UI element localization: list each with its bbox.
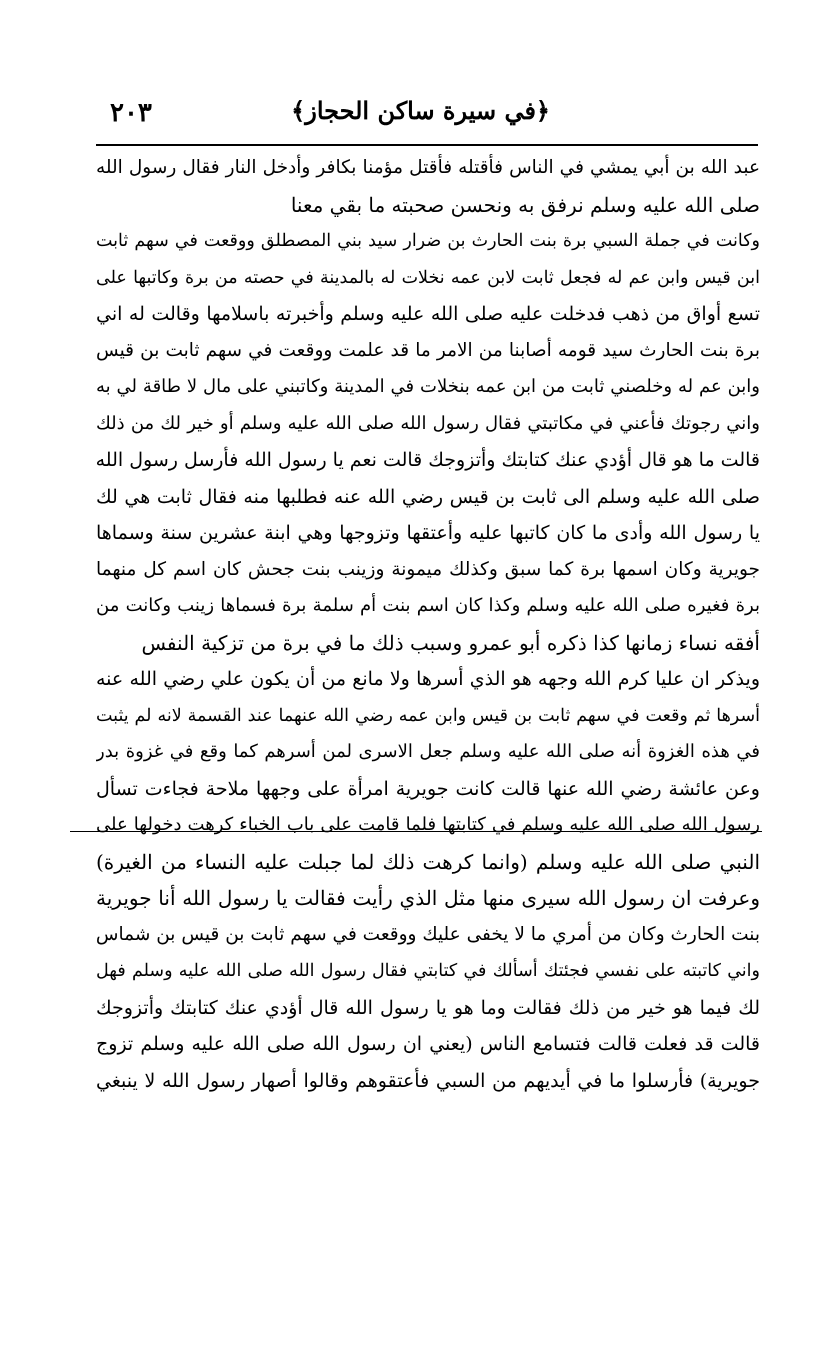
- text-line: صلى الله عليه وسلم نرفق به ونحسن صحبته ما بقي معنا: [290, 192, 760, 217]
- text-line: وابن عم له وخلصني ثابت من ابن عمه بنخلات في المدينة وكاتبني على مال لا طاقة لي به: [96, 376, 760, 397]
- text-line: قالت ما هو قال أؤدي عنك كتابتك وأتزوجك قالت نعم يا رسول الله فأرسل رسول الله: [96, 449, 760, 471]
- text-line: وعن عائشة رضي الله عنها قالت كانت جويرية امرأة على وجهها ملاحة فجاءت تسأل: [96, 777, 760, 800]
- page-body: [96, 150, 760, 1099]
- text-line: أفقه نساء زمانها كذا ذكره أبو عمرو وسبب ذلك ما في برة من تزكية النفس: [141, 630, 760, 655]
- text-line: صلى الله عليه وسلم الى ثابت بن قيس رضي الله عنه فطلبها منه فقال ثابت هي لك: [96, 485, 760, 508]
- scan-line-artifact: [70, 831, 762, 832]
- text-line: ويذكر ان عليا كرم الله وجهه هو الذي أسرها ولا مانع من أن يكون علي رضي الله عنه: [96, 668, 760, 690]
- text-line: قالت قد فعلت قالت فتسامع الناس (يعني ان رسول الله صلى الله عليه وسلم تزوج: [96, 1033, 760, 1055]
- text-line: ابن قيس وابن عم له فجعل ثابت لابن عمه نخلات له بالمدينة في حصته من برة وكاتبها على: [96, 267, 760, 288]
- text-line: النبي صلى الله عليه وسلم (وانما كرهت ذلك لما جبلت عليه النساء من الغيرة): [96, 849, 760, 874]
- text-line: واني كاتبته على نفسي فجئتك أسألك في كتابتي فقال رسول الله صلى الله عليه وسلم فهل: [96, 961, 760, 981]
- text-line: بنت الحارث وكان من أمري ما لا يخفى عليك ووقعت في سهم ثابت بن قيس بن شماس: [96, 923, 760, 945]
- text-line: وكانت في جملة السبي برة بنت الحارث بن ضرار سيد بني المصطلق ووقعت في سهم ثابت: [96, 231, 760, 251]
- page-number: ٢٠٣: [110, 98, 152, 128]
- text-line: تسع أواق من ذهب فدخلت عليه صلى الله عليه وسلم وأخبرته باسلامها وقالت له اني: [96, 303, 760, 325]
- text-line: برة بنت الحارث سيد قومه أصابنا من الامر ما قد علمت ووقعت في سهم ثابت بن قيس: [96, 339, 760, 361]
- running-title: ﴿في سيرة ساكن الحجاز﴾: [291, 96, 550, 125]
- text-line: جويرية) فأرسلوا ما في أيديهم من السبي فأعتقوهم وقالوا أصهار رسول الله لا ينبغي: [96, 1069, 760, 1092]
- text-line: وعرفت ان رسول الله سيرى منها مثل الذي رأيت فقالت يا رسول الله أنا جويرية: [96, 886, 760, 910]
- text-line: برة فغيره صلى الله عليه وسلم وكذا كان اسم بنت أم سلمة برة فسماها زينب وكانت من: [96, 595, 760, 616]
- text-line: واني رجوتك فأعني في مكاتبتي فقال رسول الله صلى الله عليه وسلم أو خير لك من ذلك: [96, 412, 760, 434]
- text-line: في هذه الغزوة أنه صلى الله عليه وسلم جعل الاسرى لمن أسرهم كما وقع في غزوة بدر: [96, 741, 760, 762]
- text-line: أسرها ثم وقعت في سهم ثابت بن قيس وابن عمه رضي الله عنهما عند القسمة لانه لم يثبت: [96, 705, 760, 726]
- text-line: جويرية وكان اسمها برة كما سبق وكذلك ميمونة وزينب بنت جحش كان اسم كل منهما: [96, 558, 760, 580]
- text-line: يا رسول الله وأدى ما كان كاتبها عليه وأعتقها وتزوجها وهي ابنة عشرين سنة وسماها: [96, 522, 760, 544]
- text-line: لك فيما هو خير من ذلك فقالت وما هو يا رسول الله قال أؤدي عنك كتابتك وأتزوجك: [96, 996, 760, 1019]
- page-header: [100, 96, 740, 140]
- header-rule: [96, 144, 758, 146]
- text-line: رسول الله صلى الله عليه وسلم في كتابتها فلما قامت على باب الخباء كرهت دخولها على: [96, 814, 760, 835]
- text-line: عبد الله بن أبي يمشي في الناس فأقتله فأقتل مؤمنا بكافر وأدخل النار فقال رسول الله: [96, 157, 760, 178]
